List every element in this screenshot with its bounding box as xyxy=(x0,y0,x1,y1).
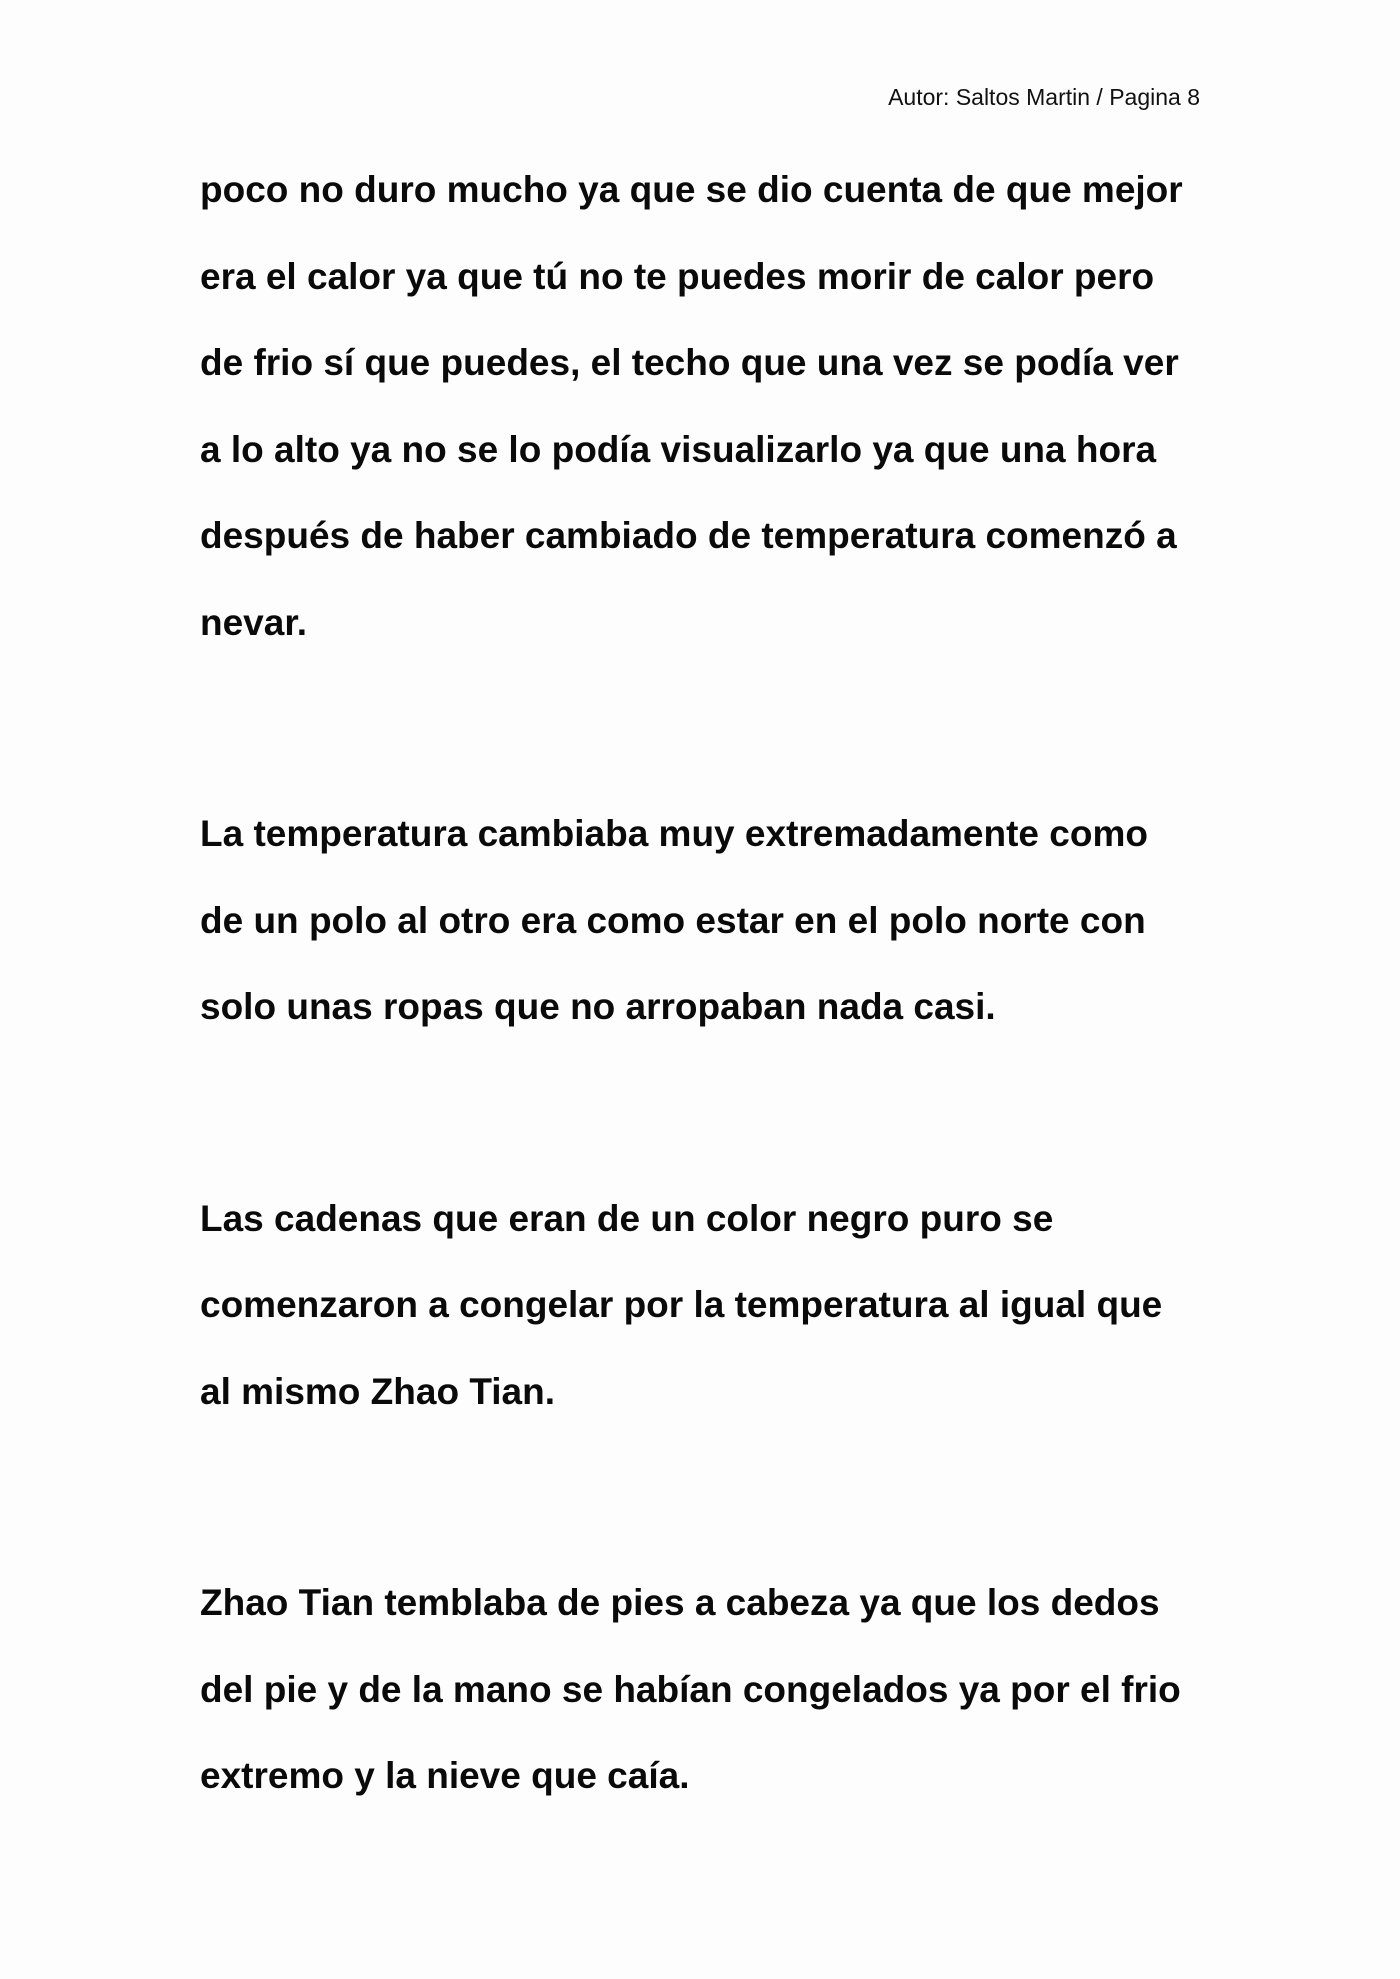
paragraph-spacer xyxy=(200,1448,1210,1573)
paragraph-3 xyxy=(200,1189,1210,1449)
paragraph-4 xyxy=(200,1573,1210,1833)
document-body xyxy=(200,160,1210,1833)
paragraph-1 xyxy=(200,160,1210,679)
text-line: al mismo Zhao Tian. xyxy=(200,1370,556,1412)
page-header: Autor: Saltos Martin / Pagina 8 xyxy=(888,84,1200,110)
text-line: de frio sí que puedes, el techo que una vez se podía ver xyxy=(200,342,1179,383)
text-line: era el calor ya que tú no te puedes morir de calor pero xyxy=(200,255,1155,297)
paragraph-spacer xyxy=(200,1064,1210,1189)
text-line: de un polo al otro era como estar en el polo norte con xyxy=(200,899,1146,941)
text-line: comenzaron a congelar por la temperatura al igual que xyxy=(200,1284,1163,1325)
text-line: a lo alto ya no se lo podía visualizarlo ya que una hora xyxy=(200,428,1157,470)
text-line: del pie y de la mano se habían congelados ya por el frio xyxy=(200,1668,1181,1710)
text-line: poco no duro mucho ya que se dio cuenta de que mejor xyxy=(200,169,1183,210)
text-line: extremo y la nieve que caía. xyxy=(200,1755,690,1796)
text-line: solo unas ropas que no arropaban nada casi. xyxy=(200,986,996,1027)
text-line: Zhao Tian temblaba de pies a cabeza ya que los dedos xyxy=(200,1582,1160,1623)
text-line: después de haber cambiado de temperatura comenzó a xyxy=(200,515,1177,556)
paragraph-2 xyxy=(200,804,1210,1064)
paragraph-spacer xyxy=(200,679,1210,804)
text-line: nevar. xyxy=(200,601,307,643)
text-line: La temperatura cambiaba muy extremadamente como xyxy=(200,813,1148,854)
text-line: Las cadenas que eran de un color negro puro se xyxy=(200,1197,1054,1239)
